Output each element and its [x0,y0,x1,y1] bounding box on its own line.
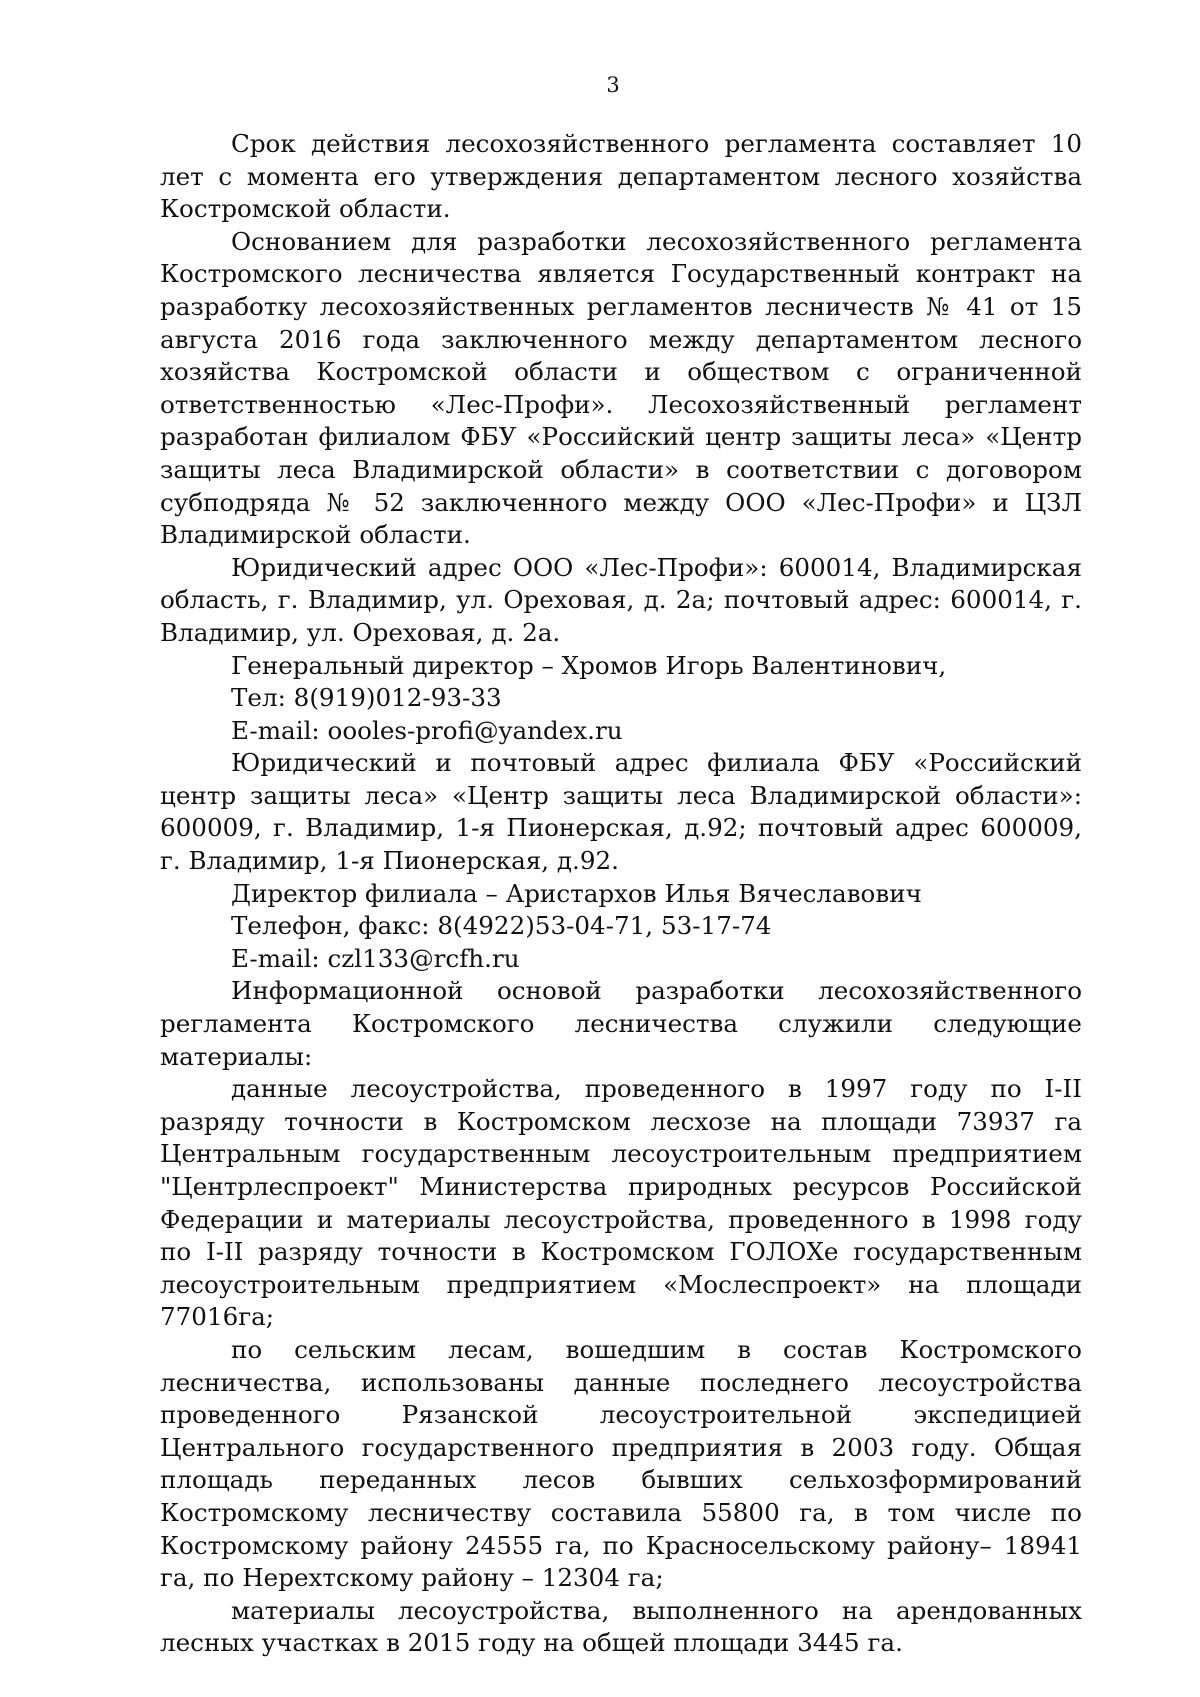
line-les-profi-phone: Тел: 8(919)012-93-33 [231,683,502,713]
paragraph-information-basis: Информационной основой разработки лесохозяйственного регламента Костромского лесничества служили следующие материалы: [160,976,1082,1071]
line-branch-director: Директор филиала – Аристархов Илья Вячеславович [231,878,922,908]
paragraph-validity-period: Срок действия лесохозяйственного регламента составляет 10 лет с момента его утверждения департаментом лесного хозяйства Костромской области. [160,129,1082,224]
document-body [160,128,1082,1660]
paragraph-les-profi-address: Юридический адрес ООО «Лес-Профи»: 600014, Владимирская область, г. Владимир, ул. Ореховая, д. 2а; почтовый адрес: 600014, г. Владимир, ул. Ореховая, д. 2а. [160,552,1082,647]
paragraph-rural-forests: по сельским лесам, вошедшим в состав Костромского лесничества, использованы данные последнего лесоустройства проведенного Рязанской лесоустроительной экспедицией Центрального государственного предприятия в 2003 году. Общая площадь переданных лесов бывших сельхозформирований Костромскому лесничеству составила 55800 га, в том числе по Костромскому району 24555 га, по Красносельскому району– 18941 га, по Нерехтскому району – 12304 га; [160,1334,1082,1593]
page-number: 3 [606,73,620,97]
line-general-director: Генеральный директор – Хромов Игорь Валентинович, [231,650,947,680]
line-branch-email: E-mail: czl133@rcfh.ru [231,943,520,973]
line-les-profi-email: E-mail: oooles-profi@yandex.ru [231,715,623,745]
paragraph-leased-plots: материалы лесоустройства, выполненного на арендованных лесных участках в 2015 году на общей площади 3445 га. [160,1595,1082,1658]
paragraph-development-basis: Основанием для разработки лесохозяйственного регламента Костромского лесничества является Государственный контракт на разработку лесохозяйственных регламентов лесничеств № 41 от 15 августа 2016 года заключенного между департаментом лесного хозяйства Костромской области и обществом с ограниченной ответственностью «Лес-Профи». Лесохозяйственный регламент разработан филиалом ФБУ «Российский центр защиты леса» «Центр защиты леса Владимирской области» в соответствии с договором субподряда № 52 заключенного между ООО «Лес-Профи» и ЦЗЛ Владимирской области. [160,226,1082,550]
paragraph-forest-inventory-data: данные лесоустройства, проведенного в 1997 году по I-II разряду точности в Костромском лесхозе на площади 73937 га Центральным государственным лесоустроительным предприятием "Центрлеспроект" Министерства природных ресурсов Российской Федерации и материалы лесоустройства, проведенного в 1998 году по I-II разряду точности в Костромском ГОЛОХе государственным лесоустроительным предприятием «Мослеспроект» на площади 77016га; [160,1074,1082,1332]
paragraph-branch-address: Юридический и почтовый адрес филиала ФБУ «Российский центр защиты леса» «Центр защиты леса Владимирской области»: 600009, г. Владимир, 1-я Пионерская, д.92; почтовый адрес 600009, г. Владимир, 1-я Пионерская, д.92. [160,748,1082,876]
line-branch-phone-fax: Телефон, факс: 8(4922)53-04-71, 53-17-74 [231,911,772,941]
